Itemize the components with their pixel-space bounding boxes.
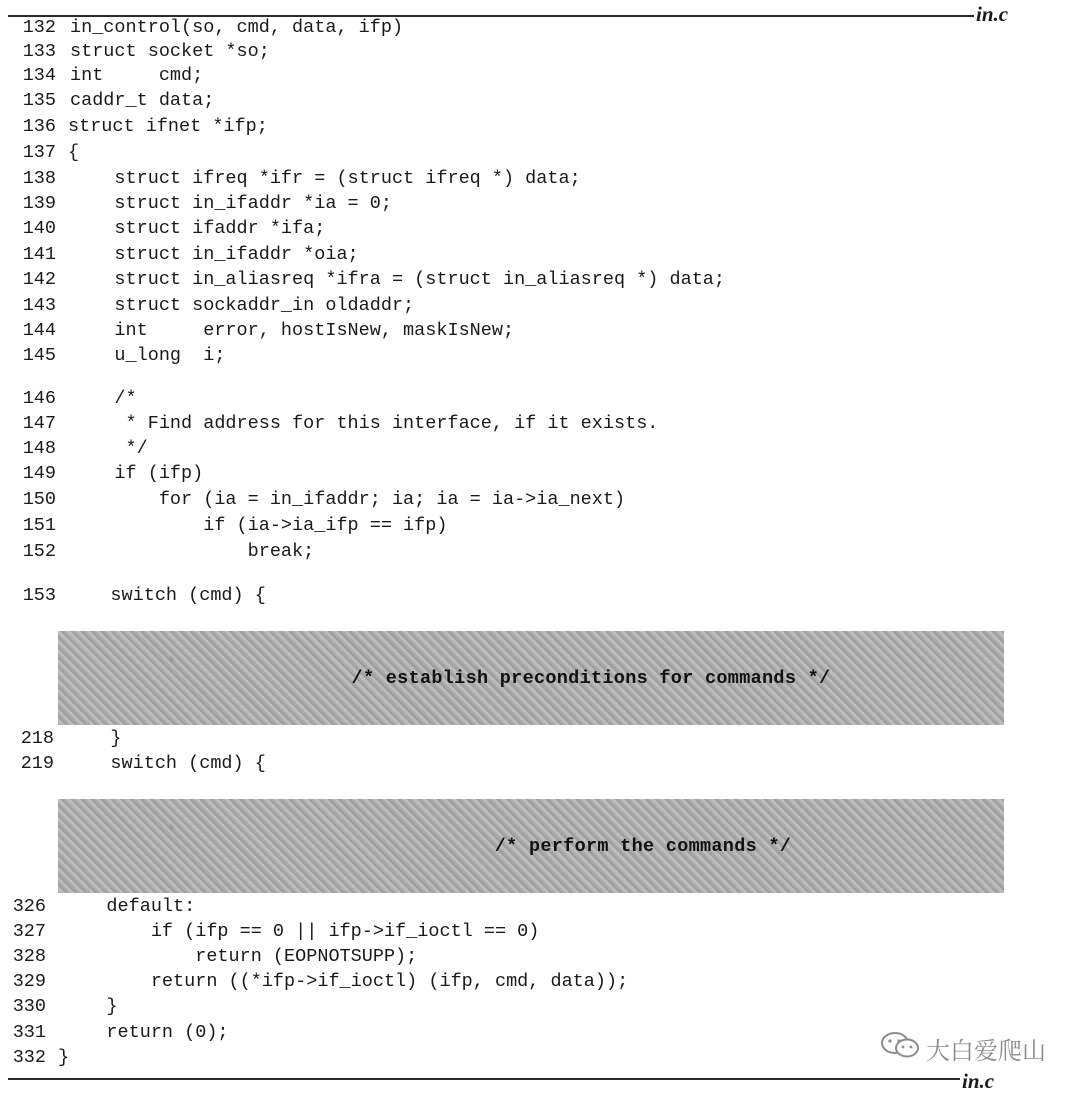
footer-filename: in.c	[962, 1069, 995, 1093]
code-text: */	[70, 438, 148, 459]
code-text: struct in_ifaddr *oia;	[70, 244, 359, 265]
bottom-rule	[8, 1078, 960, 1080]
code-text: if (ifp == 0 || ifp->if_ioctl == 0)	[62, 921, 540, 942]
code-text: struct ifnet *ifp;	[68, 116, 268, 137]
line-number: 327	[12, 921, 46, 942]
line-number: 145	[22, 345, 56, 366]
omitted-code-block	[58, 799, 1004, 893]
line-number: 219	[20, 753, 54, 774]
code-text: /*	[70, 388, 137, 409]
code-text: if (ifp)	[70, 463, 204, 484]
line-number: 331	[12, 1022, 46, 1043]
code-text: switch (cmd) {	[66, 585, 266, 606]
omitted-block-label: /* establish preconditions for commands */	[351, 667, 831, 689]
line-number: 142	[22, 269, 56, 290]
line-number: 144	[22, 320, 56, 341]
line-number: 135	[22, 90, 56, 111]
line-number: 134	[22, 65, 56, 86]
line-number: 136	[22, 116, 56, 137]
line-number: 326	[12, 896, 46, 917]
line-number: 138	[22, 168, 56, 189]
line-number: 332	[12, 1047, 46, 1068]
code-text: struct socket *so;	[70, 41, 270, 62]
code-text: int error, hostIsNew, maskIsNew;	[70, 320, 515, 341]
line-number: 218	[20, 728, 54, 749]
line-number: 150	[22, 489, 56, 510]
line-number: 153	[22, 585, 56, 606]
line-number: 329	[12, 971, 46, 992]
line-number: 137	[22, 142, 56, 163]
code-text: }	[58, 1047, 70, 1068]
omitted-code-block	[58, 631, 1004, 725]
line-number: 141	[22, 244, 56, 265]
code-text: struct ifreq *ifr = (struct ifreq *) data;	[70, 168, 581, 189]
code-text: switch (cmd) {	[66, 753, 266, 774]
code-text: return ((*ifp->if_ioctl) (ifp, cmd, data));	[62, 971, 629, 992]
watermark-text: 大白爱爬山	[926, 1036, 1046, 1065]
code-text: struct ifaddr *ifa;	[70, 218, 326, 239]
line-number: 152	[22, 541, 56, 562]
code-text: caddr_t data;	[70, 90, 215, 111]
code-text: struct sockaddr_in oldaddr;	[70, 295, 415, 316]
line-number: 133	[22, 41, 56, 62]
code-text: return (0);	[62, 1022, 229, 1043]
line-number: 147	[22, 413, 56, 434]
line-number: 148	[22, 438, 56, 459]
code-text: }	[62, 996, 118, 1017]
code-text: u_long i;	[70, 345, 226, 366]
line-number: 149	[22, 463, 56, 484]
watermark	[880, 1030, 1046, 1066]
line-number: 132	[22, 17, 56, 38]
code-text: }	[66, 728, 122, 749]
code-text: struct in_ifaddr *ia = 0;	[70, 193, 392, 214]
header-filename: in.c	[976, 2, 1009, 26]
line-number: 328	[12, 946, 46, 967]
code-text: struct in_aliasreq *ifra = (struct in_aliasreq *) data;	[70, 269, 726, 290]
line-number: 151	[22, 515, 56, 536]
line-number: 330	[12, 996, 46, 1017]
code-text: default:	[62, 896, 196, 917]
line-number: 139	[22, 193, 56, 214]
omitted-block-label: /* perform the commands */	[494, 835, 792, 857]
code-text: {	[68, 142, 80, 163]
code-text: in_control(so, cmd, data, ifp)	[70, 17, 404, 38]
line-number: 143	[22, 295, 56, 316]
line-number: 146	[22, 388, 56, 409]
code-text: for (ia = in_ifaddr; ia; ia = ia->ia_next)	[70, 489, 626, 510]
wechat-icon	[880, 1030, 920, 1066]
code-text: if (ia->ia_ifp == ifp)	[70, 515, 448, 536]
code-text: * Find address for this interface, if it exists.	[70, 413, 659, 434]
code-text: return (EOPNOTSUPP);	[62, 946, 418, 967]
code-text: break;	[70, 541, 315, 562]
code-text: int cmd;	[70, 65, 204, 86]
line-number: 140	[22, 218, 56, 239]
